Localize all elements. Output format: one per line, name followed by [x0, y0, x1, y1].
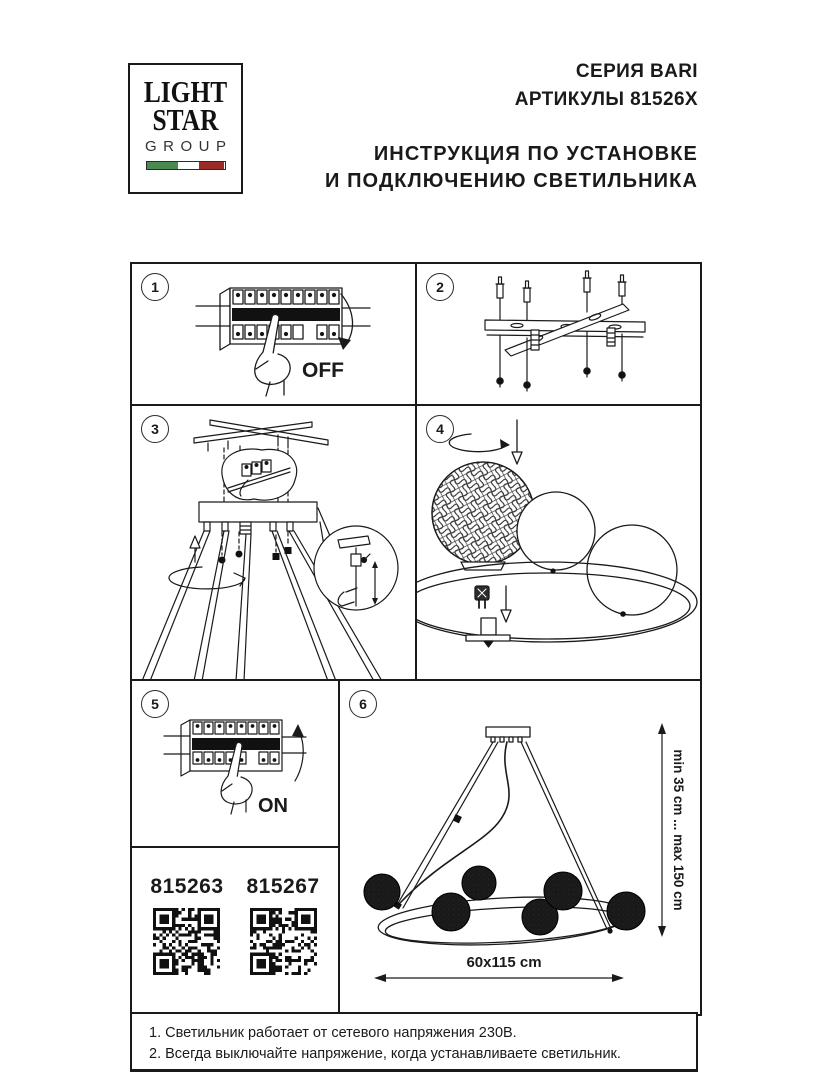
- safety-note-1: 1. Светильник работает от сетевого напряжения 230В.: [149, 1025, 517, 1041]
- height-dimension: [658, 723, 686, 937]
- safety-notes: [130, 1012, 698, 1072]
- safety-note-2: 2. Всегда выключайте напряжение, когда устанавливаете светильник.: [149, 1046, 621, 1062]
- flag-green-segment: [147, 162, 178, 169]
- step-5-panel: [132, 681, 340, 848]
- logo-word-light: LIGHT: [143, 74, 228, 109]
- flag-white-segment: [178, 162, 199, 169]
- step-6-panel: [340, 681, 700, 1014]
- article-code-left: 815263: [150, 875, 224, 898]
- instruction-title-line2: И ПОДКЛЮЧЕНИЮ СВЕТИЛЬНИКА: [324, 170, 698, 192]
- flag-red-segment: [199, 162, 225, 169]
- canopy-mounting-illustration: [132, 406, 417, 681]
- logo-word-group: GROUP: [144, 138, 233, 155]
- step-3-panel: [132, 406, 417, 681]
- canopy-plate-icon: [199, 502, 317, 534]
- series-title: СЕРИЯ BARI: [575, 61, 698, 82]
- wire-bead-round: [236, 551, 243, 558]
- step-2-badge: 2: [426, 273, 454, 301]
- on-label: ON: [258, 795, 288, 817]
- lamp-socket-icon: [466, 618, 510, 647]
- glass-sphere-icon: [517, 492, 595, 570]
- shade-and-bulb-illustration: [417, 406, 700, 681]
- glass-sphere-icon: [587, 525, 677, 615]
- g9-bulb-icon: [475, 586, 489, 608]
- ceiling-canopy-icon: [486, 727, 530, 742]
- off-label: OFF: [302, 359, 344, 382]
- ceiling-bracket-icon: [194, 420, 328, 451]
- wire-bead-square: [273, 553, 280, 560]
- height-dimension-label: min 35 cm ... max 150 cm: [671, 749, 686, 911]
- insert-arrow-icon: [501, 586, 511, 622]
- width-dimension: [374, 954, 624, 982]
- cable-adjust-callout: [314, 508, 398, 610]
- article-code-right: 815267: [246, 875, 320, 898]
- step-1-badge: 1: [141, 273, 169, 301]
- step-1-panel: [132, 264, 417, 406]
- wire-drop-dashed: [222, 532, 288, 555]
- document-header: [286, 58, 698, 195]
- rotate-arrow-icon: [449, 420, 522, 464]
- terminal-block-callout: [222, 449, 297, 500]
- wire-ball-shades: [364, 866, 645, 935]
- logo-word-star: STAR: [152, 102, 219, 137]
- power-off-illustration: [132, 264, 417, 406]
- lightstar-logo: [128, 63, 243, 194]
- step-6-badge: 6: [349, 690, 377, 718]
- qr-code-left: [153, 908, 220, 975]
- cord-clip: [453, 814, 462, 823]
- instruction-title-line1: ИНСТРУКЦИЯ ПО УСТАНОВКЕ: [373, 143, 698, 165]
- step-4-panel: [417, 406, 700, 681]
- wire-ball-shade-icon: [432, 462, 534, 570]
- breaker-toggles-off: [232, 308, 340, 321]
- mounting-brackets-illustration: [417, 264, 700, 406]
- width-dimension-label: 60x115 cm: [466, 954, 542, 971]
- rotate-arrow-icon: [169, 567, 245, 589]
- lift-arrow-icon: [190, 536, 200, 562]
- sphere-mount-nub: [620, 611, 626, 617]
- steps-grid: [130, 262, 702, 1016]
- oval-ring-frame: [377, 891, 631, 950]
- qr-codes-panel: [132, 848, 340, 1014]
- step-4-badge: 4: [426, 415, 454, 443]
- qr-item-left: [150, 875, 223, 975]
- qr-code-right: [250, 908, 317, 975]
- step-3-badge: 3: [141, 415, 169, 443]
- step-5-badge: 5: [141, 690, 169, 718]
- qr-item-right: [247, 875, 320, 975]
- sphere-mount-nub: [550, 568, 555, 573]
- italian-flag-bar: [146, 161, 226, 170]
- step-2-panel: [417, 264, 700, 406]
- assembled-chandelier-illustration: [340, 681, 700, 1014]
- suspension-cables: [392, 742, 613, 934]
- articles-title: АРТИКУЛЫ 81526X: [514, 89, 698, 110]
- mounting-screws-bottom: [497, 332, 625, 391]
- instruction-title: [286, 141, 698, 195]
